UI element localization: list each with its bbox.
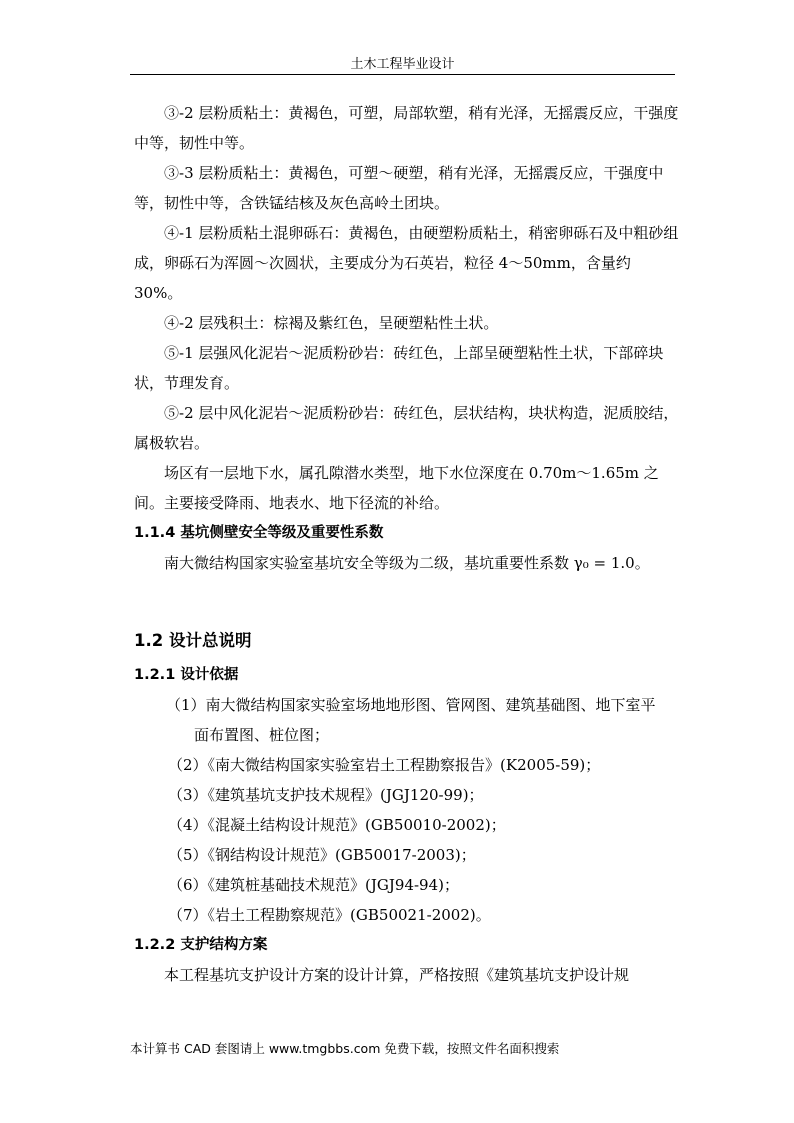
paragraph-layer-4-2: ④-2 层残积土：棕褐及紫红色，呈硬塑粘性土状。: [164, 314, 499, 332]
paragraph-safety-grade: 南大微结构国家实验室基坑安全等级为二级，基坑重要性系数 γ₀ = 1.0。: [164, 554, 650, 572]
reference-text-line1: （1）南大微结构国家实验室场地地形图、管网图、建筑基础图、地下室平: [166, 696, 656, 714]
paragraph-layer-3-2: ③-2 层粉质粘土：黄褐色，可塑，局部软塑，稍有光泽，无摇震反应，干强度中等，韧性中等。: [134, 104, 679, 152]
reference-item: （5）《钢结构设计规范》(GB50017-2003)；: [168, 846, 476, 864]
paragraph-groundwater: 场区有一层地下水，属孔隙潜水类型，地下水位深度在 0.70m～1.65m 之间。主要接受降雨、地表水、地下径流的补给。: [134, 464, 659, 512]
reference-item: [134, 690, 680, 750]
reference-item: （3）《建筑基坑支护技术规程》(JGJ120-99)；: [168, 786, 484, 804]
heading-1-2: 1.2 设计总说明: [134, 631, 252, 650]
document-body: [134, 98, 680, 990]
reference-item: （7）《岩土工程勘察规范》(GB50021-2002)。: [168, 906, 491, 924]
heading-1-1-4: 1.1.4 基坑侧壁安全等级及重要性系数: [134, 525, 384, 541]
page-footer: 本计算书 CAD 套图请上 www.tmgbbs.com 免费下载，按照文件名面积搜索: [130, 1041, 560, 1056]
paragraph-layer-5-1: ⑤-1 层强风化泥岩～泥质粉砂岩：砖红色，上部呈硬塑粘性土状，下部碎块状，节理发育。: [134, 344, 664, 392]
page-header: 土木工程毕业设计: [350, 57, 455, 72]
heading-1-2-2: 1.2.2 支护结构方案: [134, 937, 268, 953]
paragraph-layer-5-2: ⑤-2 层中风化泥岩～泥质粉砂岩：砖红色，层状结构，块状构造，泥质胶结，属极软岩。: [134, 404, 679, 452]
header-rule: [130, 74, 675, 75]
reference-item: （2）《南大微结构国家实验室岩土工程勘察报告》(K2005-59)；: [168, 756, 601, 774]
reference-item: （4）《混凝土结构设计规范》(GB50010-2002)；: [168, 816, 506, 834]
reference-text-line2: 面布置图、桩位图；: [194, 726, 330, 744]
paragraph-layer-3-3: ③-3 层粉质粘土：黄褐色，可塑～硬塑，稍有光泽，无摇震反应，干强度中等，韧性中等，含铁锰结核及灰色高岭土团块。: [134, 164, 664, 212]
paragraph-layer-4-1: ④-1 层粉质粘土混卵砾石：黄褐色，由硬塑粉质粘土，稍密卵砾石及中粗砂组成，卵砾石为浑圆～次圆状，主要成分为石英岩，粒径 4～50mm，含量约 30%。: [134, 224, 679, 302]
paragraph-support-scheme: 本工程基坑支护设计方案的设计计算，严格按照《建筑基坑支护设计规: [164, 966, 630, 984]
reference-item: （6）《建筑桩基础技术规范》(JGJ94-94)；: [168, 876, 460, 894]
heading-1-2-1: 1.2.1 设计依据: [134, 667, 239, 683]
